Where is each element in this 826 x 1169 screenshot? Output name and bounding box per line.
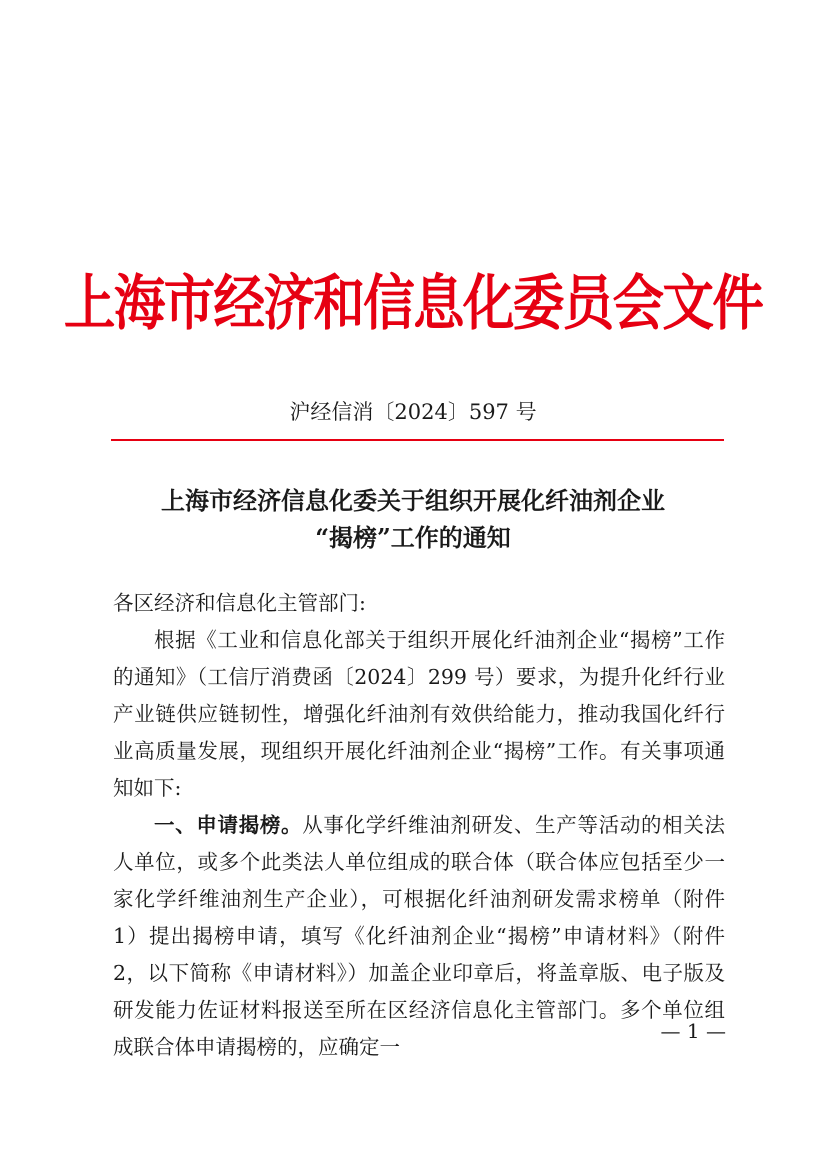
masthead-title: 上海市经济和信息化委员会文件 <box>63 269 763 339</box>
salutation: 各区经济和信息化主管部门: <box>113 591 366 615</box>
page-number: — 1 — <box>660 1019 726 1043</box>
notice-title-line-1: 上海市经济信息化委关于组织开展化纤油剂企业 <box>161 486 665 515</box>
paragraph-intro: 根据《工业和信息化部关于组织开展化纤油剂企业“揭榜”工作的通知》（工信厅消费函〔2024〕299 号）要求，为提升化纤行业产业链供应链韧性，增强化纤油剂有效供给能力，推动我国化纤行业高质量发展，现组织开展化纤油剂企业“揭榜”工作。有关事项通知如下: <box>113 628 725 800</box>
document-body <box>113 585 725 1066</box>
red-separator-line <box>111 439 724 441</box>
section-1-text: 从事化学纤维油剂研发、生产等活动的相关法人单位，或多个此类法人单位组成的联合体（联合体应包括至少一家化学纤维油剂生产企业），可根据化纤油剂研发需求榜单（附件 1）提出揭榜申请，填写《化纤油剂企业“揭榜”申请材料》（附件 2，以下简称《申请材料》）加盖企业印章后，将盖章版、电子版及研发能力佐证材料报送至所在区经济信息化主管部门。多个单位组成联合体申请揭榜的，应确定一 <box>113 813 726 1059</box>
notice-title-line-2: “揭榜”工作的通知 <box>315 523 511 552</box>
paragraph-section-1 <box>113 807 725 1066</box>
document-number: 沪经信消〔2024〕597 号 <box>289 400 537 424</box>
section-1-heading: 一、申请揭榜。 <box>154 813 303 837</box>
